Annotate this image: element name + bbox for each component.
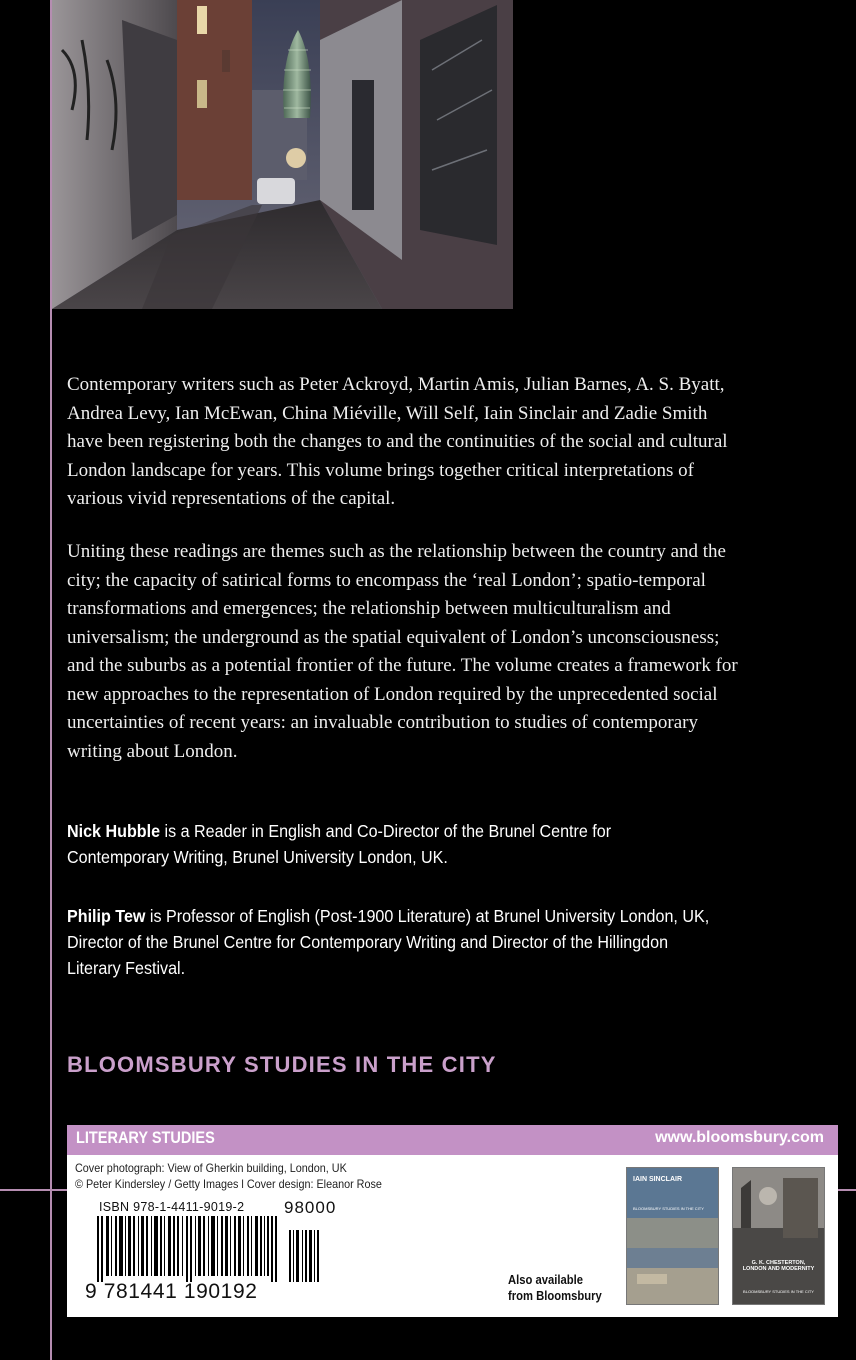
isbn-label: ISBN 978-1-4411-9019-2: [99, 1200, 245, 1214]
cover-photograph: [52, 0, 513, 309]
author-name: Nick Hubble: [67, 821, 161, 841]
related-book-title: G. K. CHESTERTON, LONDON AND MODERNITY: [742, 1260, 815, 1272]
cover-credits: [75, 1160, 382, 1192]
barcode: [97, 1216, 322, 1282]
also-available-label: [508, 1272, 602, 1304]
author-name: Philip Tew: [67, 906, 146, 926]
credit-line-photo: Cover photograph: View of Gherkin building, London, UK: [75, 1161, 347, 1175]
category-bar: [67, 1125, 838, 1155]
author-bio-text: is Professor of English (Post-1900 Literature) at Brunel University London, UK, Director of the Brunel Centre for Contemporary Writing and Director of the Hillingdon Literary Festival.: [67, 906, 710, 978]
publisher-website: www.bloomsbury.com: [655, 1129, 824, 1146]
blurb-paragraph-1: Contemporary writers such as Peter Ackroyd, Martin Amis, Julian Barnes, A. S. Byatt, Andrea Levy, Ian McEwan, China Miéville, Will Self, Iain Sinclair and Zadie Smith have been registering both the changes to and the continuities of the social and cultural London landscape for years. This volume brings together critical interpretations of various vivid representations of the capital.: [67, 374, 728, 509]
related-book-image: [733, 1168, 824, 1304]
related-book-title: IAIN SINCLAIR: [633, 1176, 682, 1183]
related-book-series: BLOOMSBURY STUDIES IN THE CITY: [743, 1289, 814, 1294]
blurb-paragraph-2: Uniting these readings are themes such as the relationship between the country and the city; the capacity of satirical forms to encompass the ‘real London’; spatio-temporal transformations and emergences; the relationship between multiculturalism and universalism; the underground as the spatial equivalent of London’s unconsciousness; and the suburbs as a potential frontier of the future. The volume creates a framework for new approaches to the representation of London required by the unprecedented social uncertainties of recent years: an invaluable contribution to studies of contemporary writing about London.: [67, 541, 738, 762]
related-book-series: BLOOMSBURY STUDIES IN THE CITY: [633, 1206, 704, 1211]
author-bio-text: is a Reader in English and Co-Director of the Brunel Centre for Contemporary Writing, Brunel University London, UK.: [67, 821, 612, 867]
also-available-line-1: Also available: [508, 1273, 584, 1287]
author-bio-philip-tew: [67, 903, 711, 981]
barcode-number: 9 781441 190192: [85, 1280, 258, 1303]
back-info-panel: [67, 1155, 838, 1317]
also-available-line-2: from Bloomsbury: [508, 1289, 602, 1303]
credit-line-design: © Peter Kindersley / Getty Images l Cover design: Eleanor Rose: [75, 1177, 382, 1191]
related-book-cover-2[interactable]: [732, 1167, 825, 1305]
related-book-cover-1[interactable]: [626, 1167, 719, 1305]
series-title: BLOOMSBURY STUDIES IN THE CITY: [67, 1052, 497, 1077]
price-addon-code: 98000: [284, 1198, 337, 1217]
category-label: LITERARY STUDIES: [76, 1129, 215, 1147]
author-bio-nick-hubble: [67, 818, 711, 870]
related-book-image: [627, 1218, 718, 1304]
